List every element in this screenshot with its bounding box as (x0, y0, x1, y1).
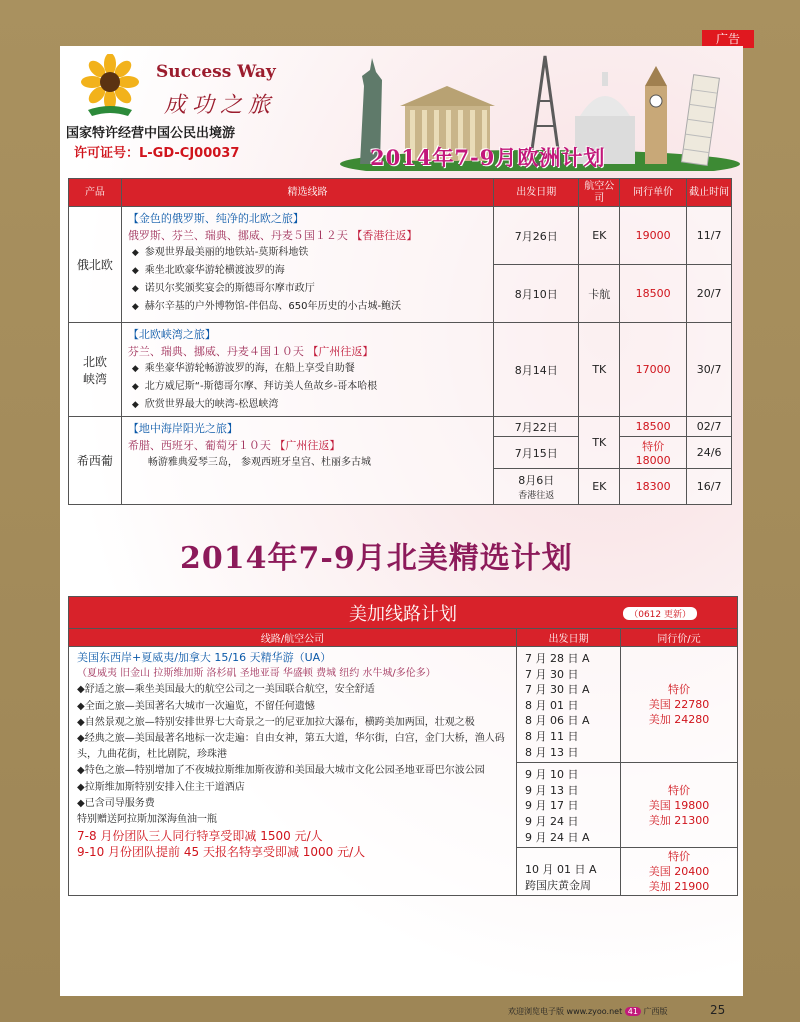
price-us: 美国 22780 (648, 698, 710, 712)
col-price: 同行价/元 (621, 629, 738, 647)
departure-date: 7月15日 (494, 437, 579, 469)
deadline: 20/7 (687, 265, 732, 323)
product-name: 希西葡 (69, 417, 122, 505)
price-group (621, 763, 738, 848)
route-point: ◆ 赫尔辛基的户外博物馆-伴侣岛、650年历史的小古城-鲍沃 (128, 298, 489, 316)
deadline: 24/6 (687, 437, 732, 469)
route-point: ◆自然景观之旅—特别安排世界七大奇景之一的尼亚加拉大瀑布，横跨美加两国，壮观之极 (77, 716, 475, 728)
price: 18300 (620, 469, 687, 505)
brand-en: Success Way (156, 62, 276, 82)
date-item: 8 月 01 日 (525, 698, 579, 712)
departure-date: 7月26日 (494, 207, 579, 265)
route-point: 畅游雅典爱琴三岛， 参观西班牙皇宫、杜丽多古城 (147, 457, 372, 468)
route-departure: 【广州往返】 (307, 345, 374, 358)
date-value: 8月6日 (518, 474, 555, 487)
route-point: ◆ 乘坐豪华游轮畅游波罗的海，在船上享受自助餐 (128, 360, 489, 378)
promo-text: 7-8 月份团队三人同行特享受即减 1500 元/人 (77, 829, 323, 844)
deadline: 16/7 (687, 469, 732, 505)
table-row (69, 323, 732, 417)
product-name (69, 323, 122, 417)
date-item: 8 月 06 日 A (525, 714, 590, 728)
route-detail (69, 647, 517, 896)
date-item: 9 月 10 日 (525, 768, 579, 782)
airline: TK (579, 323, 620, 417)
date-note: 香港往返 (518, 491, 555, 501)
date-item: 9 月 13 日 (525, 783, 579, 797)
date-item: 7 月 28 日 A (525, 652, 590, 665)
deadline: 30/7 (687, 323, 732, 417)
route-countries: 俄罗斯、芬兰、瑞典、挪威、丹麦５国１２天 (127, 229, 348, 242)
special-price: 特价 18000 (635, 440, 671, 467)
route-point: ◆ 欣赏世界最大的峡湾-松恩峡湾 (128, 396, 489, 414)
date-item: 10 月 01 日 A (525, 863, 597, 877)
airline: 卡航 (579, 265, 620, 323)
route-point: ◆ 参观世界最美丽的地铁站-莫斯科地铁 (128, 244, 489, 262)
update-note: （0612 更新） (623, 607, 697, 620)
col-deadline: 截止时间 (687, 179, 732, 207)
table-row (69, 417, 732, 437)
footer (508, 1006, 668, 1017)
price-us: 美国 20400 (648, 865, 710, 879)
route-departure: 【香港往返】 (351, 229, 418, 242)
table-header-row (69, 179, 732, 207)
brand-cn: 成功之旅 (164, 93, 277, 118)
table-header-row (69, 629, 738, 647)
route-headline: 【金色的俄罗斯、纯净的北欧之旅】 (127, 212, 304, 225)
price: 18500 (620, 265, 687, 323)
departure-date: 8月10日 (494, 265, 579, 323)
ad-sheet (60, 46, 743, 996)
date-item: 8 月 13 日 (525, 745, 579, 759)
departure-date: 8月14日 (494, 323, 579, 417)
date-item: 9 月 24 日 (525, 814, 579, 828)
license-number: 许可证号：L-GD-CJ00037 (74, 146, 240, 161)
product-name: 俄北欧 (69, 207, 122, 323)
north-america-table (68, 596, 738, 896)
ad-tag: 广告 (702, 30, 754, 48)
route-departure: 【广州往返】 (274, 439, 341, 452)
route-point: ◆ 北方威尼斯“-斯德哥尔摩、拜访美人鱼故乡-哥本哈根 (128, 378, 489, 396)
route-detail (121, 323, 493, 417)
departure-dates (517, 647, 621, 763)
date-item: 9 月 17 日 (525, 799, 579, 813)
route-countries: 芬兰、瑞典、挪威、丹麦４国１０天 (127, 345, 304, 358)
deadline: 11/7 (687, 207, 732, 265)
date-item: 跨国庆黄金周 (525, 878, 591, 892)
airline: EK (579, 469, 620, 505)
footer-edition: 广西版 (643, 1007, 668, 1016)
departure-date (494, 469, 579, 505)
price-label: 特价 (668, 850, 690, 864)
date-item: 7 月 30 日 A (525, 683, 590, 697)
col-airline: 航空公司 (579, 179, 620, 207)
route-detail (121, 207, 493, 323)
price: 19000 (620, 207, 687, 265)
footer-website: 欢迎浏览电子版 www.zyoo.net (508, 1007, 623, 1016)
col-route: 精选线路 (121, 179, 493, 207)
route-headline: 【北欧峡湾之旅】 (127, 328, 216, 341)
date-item: 8 月 11 日 (525, 729, 579, 743)
north-america-plan-title: 2014年7-9月北美精选计划 (180, 541, 573, 576)
table-caption-row (69, 597, 738, 629)
col-price: 同行单价 (620, 179, 687, 207)
route-point: 特别赠送阿拉斯加深海鱼油一瓶 (77, 814, 217, 826)
route-sub (128, 343, 489, 360)
product-label: 北欧峡湾 (82, 354, 107, 386)
table-row (69, 647, 738, 763)
table-row (69, 207, 732, 265)
route-headline: 【地中海岸阳光之旅】 (127, 422, 238, 435)
col-date: 出发日期 (494, 179, 579, 207)
col-date: 出发日期 (517, 629, 621, 647)
deadline: 02/7 (687, 417, 732, 437)
route-title: 美国东西岸+夏威夷/加拿大 15/16 天精华游（UA） (77, 651, 332, 664)
caption-text: 美加线路计划 (349, 603, 457, 625)
table-caption (69, 597, 738, 629)
price-us-ca: 美加 21300 (648, 813, 710, 827)
date-item: 9 月 24 日 A (525, 830, 590, 844)
date-item: 7 月 30 日 (525, 667, 579, 681)
price-label: 特价 (668, 783, 690, 797)
price-us: 美国 19800 (648, 798, 710, 812)
route-point: ◆ 乘坐北欧豪华游轮横渡波罗的海 (128, 262, 489, 280)
route-sub (128, 227, 489, 244)
price: 17000 (620, 323, 687, 417)
col-product: 产品 (69, 179, 122, 207)
airline: EK (579, 207, 620, 265)
footer-badge: 41 (625, 1007, 641, 1016)
route-point: ◆拉斯维加斯特别安排入住主干道酒店 (77, 781, 245, 793)
europe-table (68, 178, 732, 505)
route-sub (128, 437, 489, 454)
col-route: 线路/航空公司 (69, 629, 517, 647)
departure-date: 7月22日 (494, 417, 579, 437)
route-point: ◆特色之旅—特别增加了不夜城拉斯维加斯夜游和美国最大城市文化公园圣地亚哥巴尔波公园 (77, 765, 485, 777)
europe-plan-title: 2014年7-9月欧洲计划 (370, 145, 606, 170)
page-number: 25 (710, 1003, 726, 1017)
airline: TK (579, 417, 620, 469)
sunflower-logo-icon (78, 54, 142, 118)
route-point: ◆舒适之旅—乘坐美国最大的航空公司之一美国联合航空，安全舒适 (77, 684, 375, 696)
price-label: 特价 (668, 683, 690, 697)
departure-dates (517, 763, 621, 848)
route-point: ◆经典之旅—美国最著名地标一次走遍：自由女神，第五大道，华尔街，白宫，金门大桥，渔人码头，九曲花街，杜比剧院，珍珠港 (77, 733, 505, 761)
price-group (621, 848, 738, 896)
route-cities: （夏威夷 旧金山 拉斯维加斯 洛杉矶 圣地亚哥 华盛顿 费城 纽约 水牛城/多伦多） (77, 668, 436, 680)
price (620, 437, 687, 469)
route-point: ◆已含司导服务费 (77, 797, 155, 809)
price: 18500 (620, 417, 687, 437)
departure-dates (517, 848, 621, 896)
route-detail (121, 417, 493, 505)
route-point: ◆全面之旅—美国著名大城市一次遍览，不留任何遗憾 (77, 700, 315, 712)
price-us-ca: 美加 24280 (648, 713, 710, 727)
license-line: 国家特许经营中国公民出境游 (66, 126, 236, 141)
route-point: ◆ 诺贝尔奖颁奖宴会的斯德哥尔摩市政厅 (128, 280, 489, 298)
price-group (621, 647, 738, 763)
route-countries: 希腊、西班牙、葡萄牙１０天 (127, 439, 271, 452)
price-us-ca: 美加 21900 (648, 880, 710, 894)
promo-text: 9-10 月份团队提前 45 天报名特享受即减 1000 元/人 (77, 845, 366, 860)
